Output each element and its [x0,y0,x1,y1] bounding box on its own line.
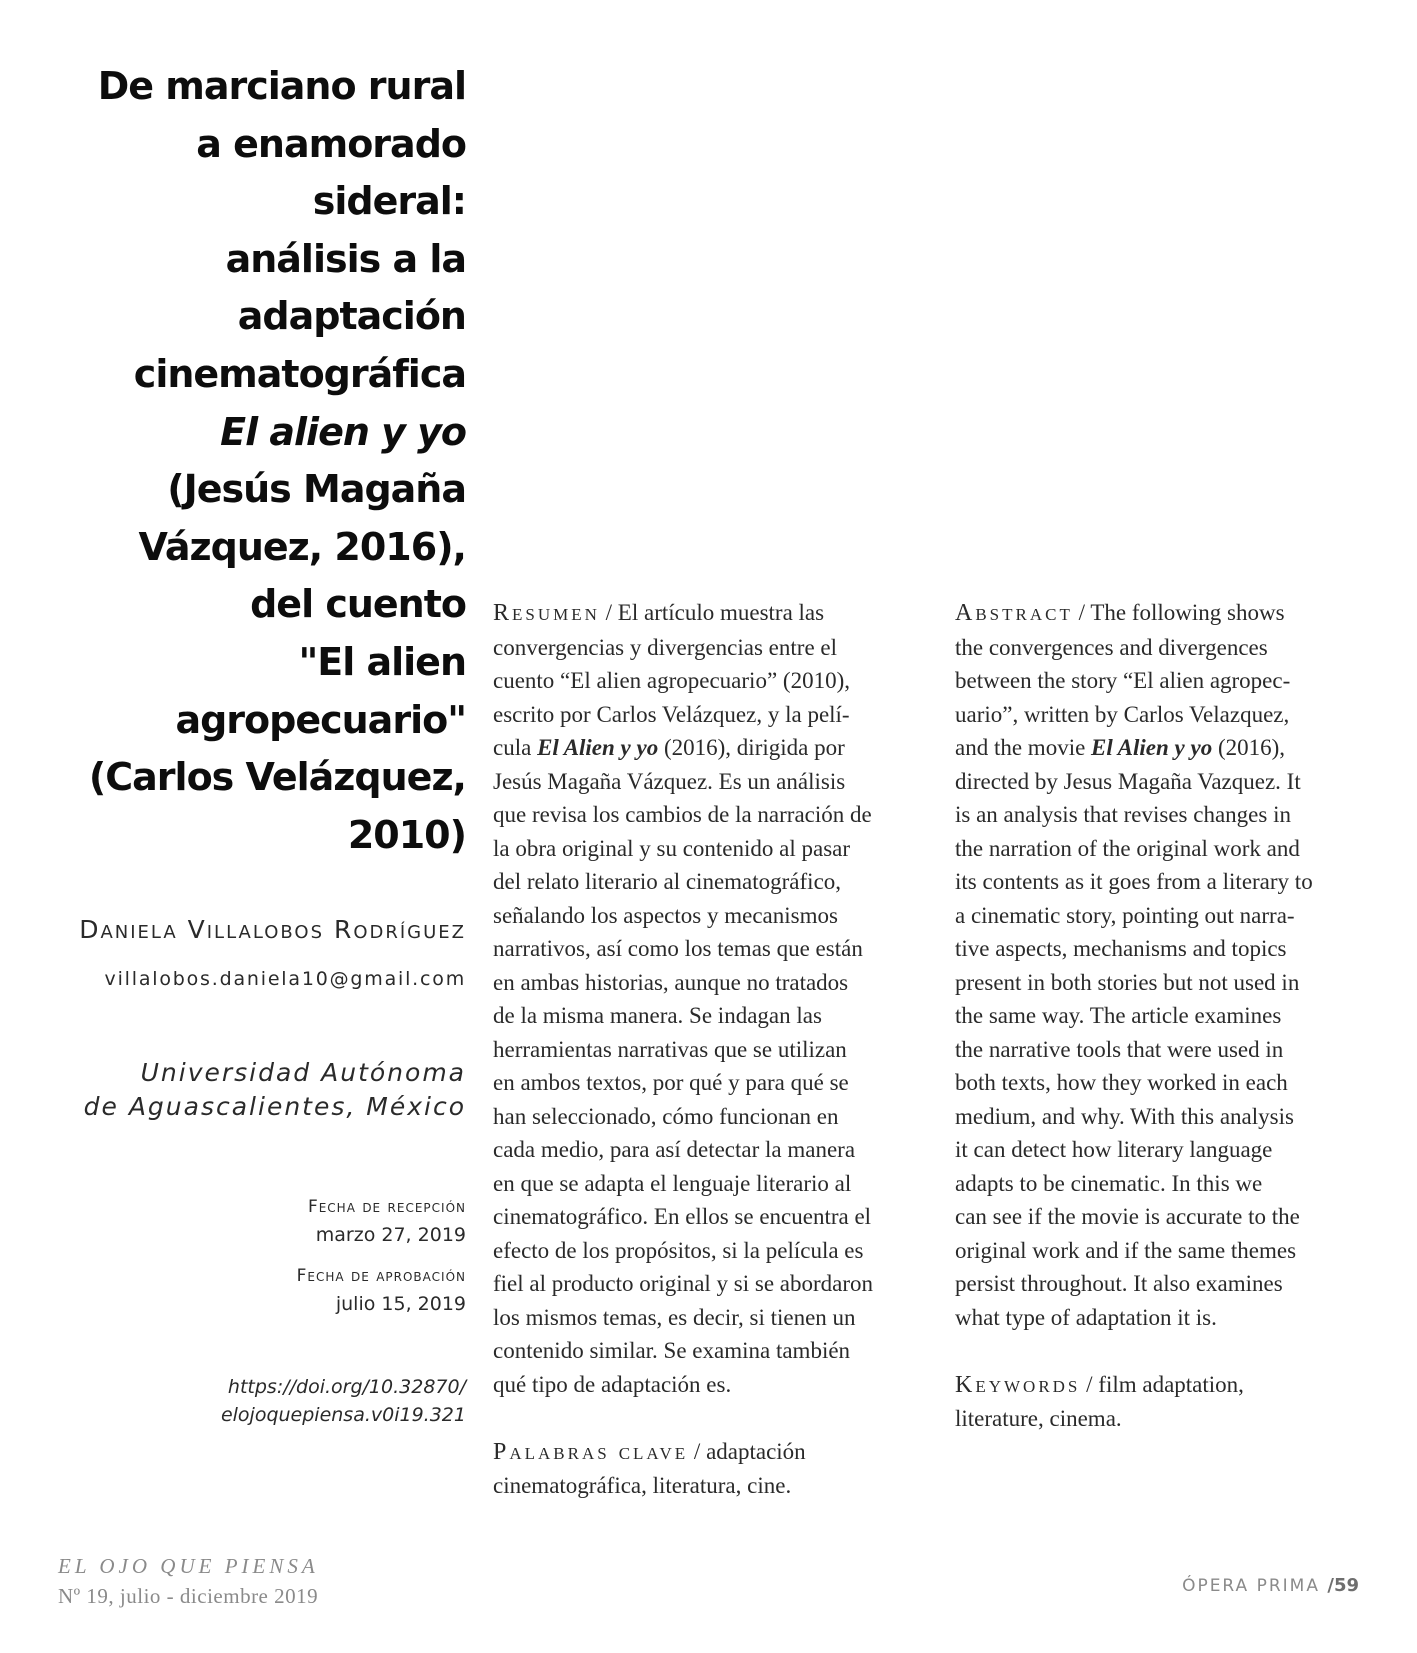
palabras-clave-label: Palabras clave [493,1438,689,1465]
resumen-line: cada medio, para así detectar la manera [493,1137,856,1162]
abstract-line: present in both stories but not used in [955,969,1300,995]
palabras-clave-line [493,1435,873,1470]
resumen-line: narrativos, así como los temas que están [493,936,863,961]
paragraph-gap [493,1401,873,1435]
institution [84,1056,466,1124]
resumen-text: El artículo muestra las [617,600,825,625]
title-line: adaptación [237,294,466,339]
received-value: marzo 27, 2019 [315,1224,466,1246]
abstract-column [955,596,1313,1436]
author-email[interactable]: villalobos.daniela10@gmail.com [104,968,466,990]
resumen-line: la obra original y su contenido al pasar [493,835,851,861]
title-line-film: El alien y yo [220,409,466,454]
title-line: 2010) [347,812,466,857]
abstract-line: what type of adaptation it is. [955,1304,1217,1330]
title-line: "El alien [298,639,466,684]
title-line: análisis a la [225,236,466,281]
title-line: del cuento [250,582,466,627]
keywords-label: Keywords [955,1371,1081,1398]
abstract-line: the same way. The article examines [955,1003,1282,1028]
abstract-line: both texts, how they worked in each [955,1070,1288,1095]
resumen-line: del relato literario al cinematográfico, [493,869,842,894]
resumen-line [493,731,873,765]
abstract-line: original work and if the same themes [955,1237,1297,1263]
abstract-text: The following shows [1090,600,1285,625]
keywords-line [955,1368,1313,1403]
journal-name: EL OJO QUE PIENSA [58,1554,319,1578]
resumen-line: Jesús Magaña Vázquez. Es un análisis [493,768,846,794]
resumen-column [493,596,873,1503]
abstract-line: it can detect how literary language [955,1137,1273,1162]
title-line: agropecuario" [175,697,466,742]
abstract-line: a cinematic story, pointing out narra- [955,902,1295,928]
institution-line: Universidad Autónoma [140,1058,466,1087]
resumen-line: fiel al producto original y si se abordaron [493,1271,874,1296]
abstract-line: tive aspects, mechanisms and topics [955,936,1287,961]
approved-date [297,1262,466,1318]
abstract-label: Abstract [955,600,1073,626]
journal-issue: Nº 19, julio - diciembre 2019 [58,1584,319,1608]
resumen-line: cuento “El alien agropecuario” (2010), [493,668,850,693]
resumen-line: cinematográfico. En ellos se encuentra el [493,1204,872,1229]
abstract-line: medium, and why. With this analysis [955,1103,1294,1129]
doi-line[interactable]: https://doi.org/10.32870/ [227,1376,466,1398]
separator: / [599,600,618,625]
received-label: Fecha de recepción [307,1197,466,1217]
resumen-line: contenido similar. Se examina también [493,1338,851,1363]
abstract-text: and the movie [955,735,1092,760]
section-name: ÓPERA PRIMA [1182,1576,1320,1596]
resumen-line: han seleccionado, cómo funcionan en [493,1103,839,1129]
abstract-line: the narration of the original work and [955,835,1300,861]
keywords-line: literature, cinema. [955,1406,1122,1431]
resumen-line: herramientas narrativas que se utilizan [493,1036,847,1062]
palabras-clave-text: adaptación [706,1438,806,1464]
abstract-line: adapts to be cinematic. In this we [955,1170,1263,1196]
resumen-text: cula [493,735,538,760]
article-title [40,58,466,864]
abstract-line: the convergences and divergences [955,634,1268,660]
title-line: a enamorado [196,121,466,166]
abstract-line: between the story “El alien agropec- [955,668,1291,693]
title-line: Vázquez, 2016), [138,524,466,569]
separator: / [688,1438,707,1464]
palabras-clave-line: cinematográfica, literatura, cine. [493,1473,792,1498]
abstract-line: persist throughout. It also examines [955,1271,1283,1296]
resumen-line: efecto de los propósitos, si la película es [493,1237,864,1263]
film-title: El Alien y yo [537,735,659,760]
resumen-line: qué tipo de adaptación es. [493,1371,732,1397]
paragraph-gap [955,1334,1313,1368]
abstract-line: is an analysis that revises changes in [955,802,1291,827]
title-line: (Carlos Velázquez, [88,755,466,800]
title-line: cinematográfica [133,351,466,396]
page-number: /59 [1327,1575,1359,1596]
title-line: De marciano rural [97,64,466,108]
abstract-line: can see if the movie is accurate to the [955,1204,1300,1229]
resumen-line: en ambas historias, aunque no tratados [493,969,849,995]
resumen-first-line [493,596,873,631]
abstract-text: (2016), [1212,735,1286,760]
resumen-line: señalando los aspectos y mecanismos [493,902,838,928]
doi-line[interactable]: elojoquepiensa.v0i19.321 [220,1404,466,1426]
resumen-line: los mismos temas, es decir, si tienen un [493,1304,856,1330]
institution-line: de Aguascalientes, México [83,1092,466,1121]
journal-footer [58,1551,319,1611]
doi-link[interactable] [221,1373,466,1429]
abstract-line: its contents as it goes from a literary to [955,869,1313,894]
approved-value: julio 15, 2019 [335,1293,466,1315]
keywords-text: film adaptation, [1098,1371,1244,1397]
title-line: (Jesús Magaña [167,467,466,512]
abstract-line: the narrative tools that were used in [955,1036,1284,1062]
approved-label: Fecha de aprobación [296,1266,466,1286]
resumen-line: en que se adapta el lenguaje literario al [493,1170,852,1196]
resumen-line: que revisa los cambios de la narración de [493,802,872,827]
resumen-line: convergencias y divergencias entre el [493,634,838,660]
received-date [308,1193,466,1249]
page-footer [1182,1575,1359,1596]
film-title: El Alien y yo [1091,735,1213,760]
resumen-line: de la misma manera. Se indagan las [493,1003,822,1028]
resumen-label: Resumen [493,600,600,626]
resumen-line: escrito por Carlos Velázquez, y la pelí- [493,701,850,727]
abstract-line: directed by Jesus Magaña Vazquez. It [955,768,1301,794]
abstract-line: uario”, written by Carlos Velazquez, [955,701,1290,727]
resumen-text: (2016), dirigida por [658,735,845,760]
separator: / [1080,1371,1099,1397]
author-name: Daniela Villalobos Rodríguez [79,915,466,944]
title-line: sideral: [312,179,466,224]
abstract-first-line [955,596,1313,631]
abstract-line [955,731,1313,765]
resumen-line: en ambos textos, por qué y para qué se [493,1070,849,1095]
separator: / [1072,600,1091,625]
